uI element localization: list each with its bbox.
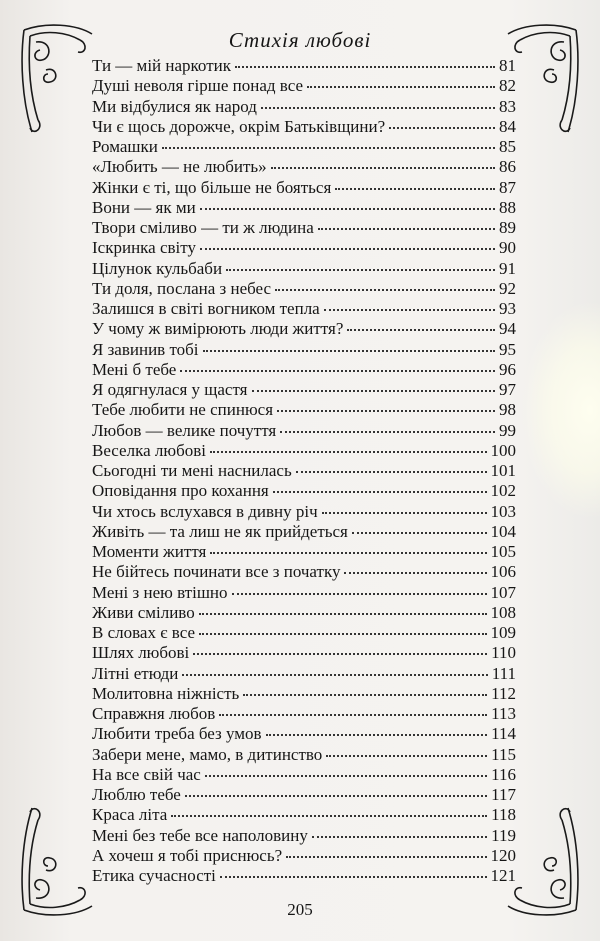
toc-entry (92, 137, 516, 157)
dot-leader (210, 552, 486, 554)
toc-entry-title: В словах є все (92, 623, 195, 642)
toc-entry-page: 90 (499, 238, 516, 258)
toc-entry-title: Люблю тебе (92, 785, 181, 804)
dot-leader (171, 815, 487, 817)
toc-entry (92, 826, 516, 846)
toc-entry-title: Етика сучасності (92, 866, 216, 885)
dot-leader (271, 167, 495, 169)
dot-leader (180, 370, 495, 372)
toc-entry-title: На все свій час (92, 764, 201, 784)
toc-entry-page: 91 (499, 258, 516, 278)
dot-leader (252, 390, 496, 392)
toc-entry-page: 83 (499, 96, 516, 116)
dot-leader (324, 309, 495, 311)
toc-entry-title: Вони — як ми (92, 197, 196, 217)
toc-entry (92, 360, 516, 380)
dot-leader (185, 795, 487, 797)
toc-entry-page: 111 (491, 663, 516, 683)
dot-leader (266, 734, 488, 736)
toc-entry (92, 785, 516, 805)
toc-entry (92, 643, 516, 663)
toc-entry-page: 105 (490, 542, 516, 561)
toc-entry-page: 109 (490, 623, 516, 642)
toc-entry (92, 603, 516, 623)
toc-entry-title: Іскринка світу (92, 238, 196, 258)
page-number: 205 (287, 900, 313, 919)
toc-entry-page: 81 (499, 56, 516, 75)
toc-entry-title: Справжня любов (92, 704, 216, 723)
toc-entry (92, 481, 516, 501)
toc-entry (92, 380, 516, 400)
dot-leader (199, 613, 487, 615)
toc-entry (92, 97, 516, 117)
toc-entry-page: 100 (490, 440, 516, 460)
toc-entry (92, 583, 516, 603)
toc-entry (92, 279, 516, 299)
toc-entry (92, 218, 516, 238)
dot-leader (318, 228, 495, 230)
toc-entry-title: Любити треба без умов (92, 724, 262, 744)
toc-entry (92, 238, 516, 258)
toc-entry-title: Жінки є ті, що більше не бояться (92, 177, 332, 197)
dot-leader (219, 714, 487, 716)
toc-entry (92, 542, 516, 562)
toc-entry-page: 112 (491, 683, 516, 703)
toc-entry-page: 106 (490, 562, 516, 582)
toc-entry-page: 94 (499, 319, 516, 339)
toc-entry (92, 259, 516, 279)
toc-entry (92, 745, 516, 765)
dot-leader (389, 127, 495, 129)
dot-leader (200, 248, 495, 250)
toc-entry-page: 93 (499, 299, 516, 318)
toc-entry-page: 107 (490, 582, 516, 602)
toc-entry-title: Живіть — та лиш не як прийдеться (92, 521, 348, 541)
dot-leader (326, 755, 487, 757)
dot-leader (210, 451, 487, 453)
toc-entry-title: Чи хтось вслухався в дивну річ (92, 501, 318, 521)
toc-entry (92, 178, 516, 198)
toc-entry-title: Чи є щось дорожче, окрім Батьківщини? (92, 116, 386, 136)
table-of-contents (92, 56, 516, 886)
light-glare (520, 300, 600, 520)
toc-entry (92, 56, 516, 76)
toc-entry (92, 421, 516, 441)
toc-entry-title: Я одягнулася у щастя (92, 380, 248, 399)
toc-entry-page: 97 (499, 380, 516, 399)
toc-entry-page: 108 (490, 602, 516, 622)
toc-entry (92, 522, 516, 542)
toc-entry (92, 866, 516, 886)
dot-leader (199, 633, 487, 635)
toc-entry (92, 299, 516, 319)
dot-leader (243, 694, 487, 696)
toc-entry-title: Веселка любові (92, 440, 206, 460)
toc-entry-page: 98 (499, 400, 516, 420)
toc-entry-title: Ромашки (92, 137, 158, 156)
toc-entry-page: 95 (499, 339, 516, 359)
dot-leader (200, 208, 495, 210)
toc-entry-page: 99 (499, 420, 516, 440)
dot-leader (261, 107, 495, 109)
toc-entry-page: 115 (491, 744, 516, 764)
toc-entry (92, 562, 516, 582)
dot-leader (226, 269, 495, 271)
toc-entry-page: 114 (491, 724, 516, 744)
toc-entry-title: Мені з нею втішно (92, 582, 228, 602)
toc-entry (92, 198, 516, 218)
dot-leader (205, 775, 487, 777)
toc-entry-title: Не бійтесь починати все з початку (92, 562, 341, 582)
toc-entry-page: 86 (499, 157, 516, 177)
toc-entry-page: 101 (490, 461, 516, 480)
toc-entry (92, 117, 516, 137)
dot-leader (307, 86, 495, 88)
toc-entry-title: Душі неволя гірше понад все (92, 76, 303, 96)
dot-leader (312, 836, 487, 838)
toc-entry (92, 846, 516, 866)
toc-entry-title: Я завинив тобі (92, 339, 199, 359)
toc-entry (92, 319, 516, 339)
toc-entry (92, 704, 516, 724)
toc-entry-title: Молитовна ніжність (92, 683, 240, 703)
toc-entry-page: 113 (491, 704, 516, 723)
toc-entry-page: 96 (499, 359, 516, 379)
toc-entry-page: 103 (490, 501, 516, 521)
toc-entry-title: Шлях любові (92, 643, 190, 663)
dot-leader (203, 350, 495, 352)
dot-leader (335, 188, 495, 190)
toc-entry-page: 118 (491, 805, 516, 825)
toc-entry-title: Живи сміливо (92, 602, 195, 622)
toc-entry (92, 684, 516, 704)
toc-entry-page: 87 (499, 177, 516, 197)
toc-entry-title: Ти — мій наркотик (92, 56, 231, 75)
running-header: Стихія любові (228, 28, 372, 52)
toc-entry-title: Моменти життя (92, 542, 207, 561)
toc-entry-title: Залишся в світі вогником тепла (92, 299, 320, 318)
toc-entry (92, 441, 516, 461)
toc-entry-title: А хочеш я тобі приснюсь? (92, 845, 283, 865)
dot-leader (232, 593, 487, 595)
toc-entry-page: 82 (499, 76, 516, 96)
toc-entry-title: Оповідання про кохання (92, 481, 269, 501)
toc-entry-title: Літні етюди (92, 663, 179, 683)
toc-entry (92, 461, 516, 481)
toc-entry-page: 116 (491, 764, 516, 784)
toc-entry-page: 110 (491, 643, 516, 663)
toc-entry-page: 88 (499, 197, 516, 217)
dot-leader (296, 471, 487, 473)
toc-entry-page: 104 (490, 521, 516, 541)
dot-leader (344, 572, 486, 574)
toc-entry (92, 623, 516, 643)
toc-entry-page: 121 (490, 866, 516, 885)
dot-leader (162, 147, 495, 149)
dot-leader (182, 674, 487, 676)
dot-leader (275, 289, 495, 291)
toc-entry-title: Твори сміливо — ти ж людина (92, 218, 314, 237)
toc-entry (92, 502, 516, 522)
toc-entry-page: 120 (490, 845, 516, 865)
dot-leader (277, 410, 495, 412)
dot-leader (286, 856, 486, 858)
toc-entry (92, 340, 516, 360)
toc-entry-page: 89 (499, 218, 516, 237)
toc-entry-title: У чому ж вимірюють люди життя? (92, 319, 344, 339)
toc-entry-title: Любов — велике почуття (92, 420, 277, 440)
toc-entry (92, 805, 516, 825)
toc-entry-page: 117 (491, 785, 516, 804)
toc-entry (92, 765, 516, 785)
dot-leader (347, 329, 495, 331)
toc-entry-title: Ти доля, послана з небес (92, 278, 272, 298)
dot-leader (235, 66, 495, 68)
toc-entry-title: Ми відбулися як народ (92, 96, 257, 116)
dot-leader (273, 491, 487, 493)
toc-entry (92, 400, 516, 420)
toc-entry-page: 84 (499, 116, 516, 136)
toc-entry (92, 664, 516, 684)
toc-entry (92, 76, 516, 96)
dot-leader (220, 876, 487, 878)
toc-entry-title: Сьогодні ти мені наснилась (92, 461, 292, 480)
dot-leader (352, 532, 487, 534)
toc-entry-title: Цілунок кульбаби (92, 258, 223, 278)
toc-entry-page: 119 (491, 825, 516, 845)
toc-entry-title: Мені без тебе все наполовину (92, 825, 308, 845)
toc-entry-title: «Любить — не любить» (92, 157, 267, 177)
toc-entry (92, 724, 516, 744)
dot-leader (280, 431, 495, 433)
toc-entry-title: Краса літа (92, 805, 168, 825)
toc-entry (92, 157, 516, 177)
toc-entry-page: 102 (490, 481, 516, 501)
dot-leader (322, 512, 487, 514)
toc-entry-title: Тебе любити не спинюся (92, 400, 274, 420)
toc-entry-title: Мені б тебе (92, 359, 177, 379)
toc-entry-page: 85 (499, 137, 516, 156)
toc-entry-title: Забери мене, мамо, в дитинство (92, 744, 323, 764)
dot-leader (193, 653, 487, 655)
toc-entry-page: 92 (499, 278, 516, 298)
